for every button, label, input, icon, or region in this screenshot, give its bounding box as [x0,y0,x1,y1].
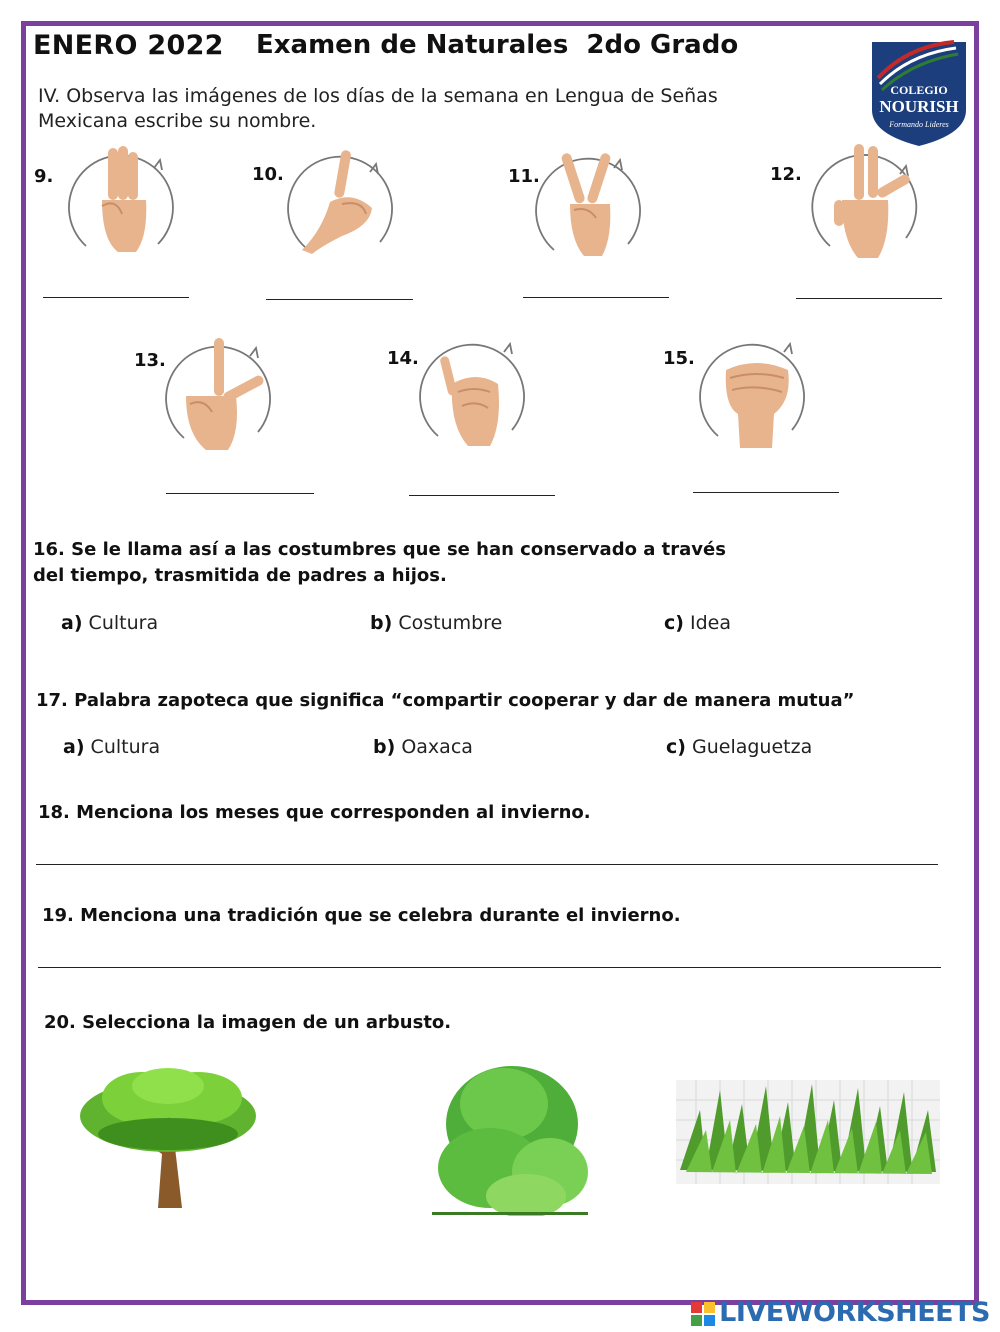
sign-number-12: 12. [770,164,802,185]
answer-line-14[interactable] [409,495,555,496]
answer-line-19[interactable] [38,967,941,968]
q17-option-a[interactable]: a) Cultura [63,736,161,758]
question-19: 19. Menciona una tradición que se celebra durante el invierno. [42,905,681,926]
hand-fist-icon [694,330,812,456]
question-20: 20. Selecciona la imagen de un arbusto. [44,1012,452,1033]
sign-number-13: 13. [134,350,166,371]
q16-option-a[interactable]: a) Cultura [61,612,159,634]
sign-number-14: 14. [387,348,419,369]
tree-icon[interactable] [78,1068,258,1214]
hand-index-up-icon [282,142,400,268]
hand-l-twist-icon [806,140,924,266]
exam-date: ENERO 2022 [33,30,224,61]
logo-line3: Formando Lideres [889,120,949,129]
hand-pinky-up-icon [414,330,532,456]
answer-line-18[interactable] [36,864,938,865]
logo-line1: COLEGIO [890,83,948,97]
answer-line-15[interactable] [693,492,839,493]
liveworksheets-brand: LIVEWORKSHEETS [691,1297,990,1328]
answer-line-12[interactable] [796,298,942,299]
logo-line2: NOURISH [879,97,959,116]
liveworksheets-logo-icon [691,1302,715,1326]
q16-option-b[interactable]: b) Costumbre [370,612,503,634]
sign-number-9: 9. [34,166,54,187]
bush-icon[interactable] [432,1064,588,1216]
answer-line-11[interactable] [523,297,669,298]
q17-option-c[interactable]: c) Guelaguetza [666,736,813,758]
grass-icon[interactable] [676,1080,940,1184]
question-16: 16. Se le llama así a las costumbres que se han conservado a través del tiempo, trasmitida de padres a hijos. [33,539,726,586]
question-17: 17. Palabra zapoteca que significa “compartir cooperar y dar de manera mutua” [36,690,855,711]
school-logo [868,38,970,148]
q17-option-b[interactable]: b) Oaxaca [373,736,473,758]
question-18: 18. Menciona los meses que corresponden al invierno. [38,802,591,823]
hand-l-shape-icon [160,332,278,458]
instruction-text: IV. Observa las imágenes de los días de la semana en Lengua de Señas Mexicana escribe su nombre. [38,85,718,132]
answer-line-10[interactable] [266,299,413,300]
sign-number-15: 15. [663,348,695,369]
sign-number-11: 11. [508,166,540,187]
answer-line-9[interactable] [43,297,189,298]
hand-three-fingers-icon [62,140,180,266]
exam-title: Examen de Naturales 2do Grado [256,30,739,60]
q16-option-c[interactable]: c) Idea [664,612,731,634]
hand-v-sign-icon [530,144,648,270]
sign-number-10: 10. [252,164,284,185]
answer-line-13[interactable] [166,493,314,494]
